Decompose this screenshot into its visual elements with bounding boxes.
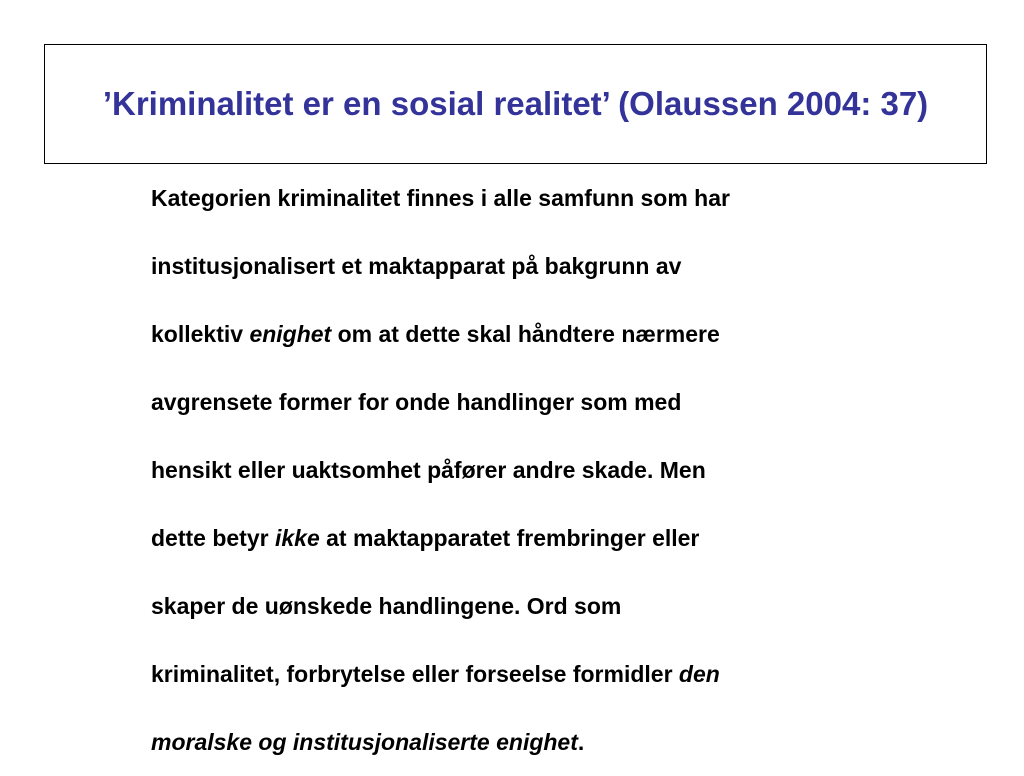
- body-line-8: [151, 640, 911, 708]
- body-text-segment: dette betyr: [151, 525, 275, 551]
- body-text-segment: avgrensete former for onde handlinger som med: [151, 389, 682, 415]
- body-text-segment: Kategorien kriminalitet finnes i alle samfunn som har: [151, 185, 730, 211]
- body-text-segment: hensikt eller uaktsomhet påfører andre skade. Men: [151, 457, 706, 483]
- body-line-2: [151, 232, 911, 300]
- body-line-6: [151, 504, 911, 572]
- body-text-segment: kollektiv: [151, 321, 250, 347]
- emphasis-den: den: [678, 661, 720, 687]
- body-line-4: [151, 368, 911, 436]
- body-line-1: [151, 164, 911, 232]
- body-text-segment: at maktapparatet frembringer eller: [319, 525, 700, 551]
- title-box: [44, 44, 987, 164]
- body-text: [151, 164, 911, 776]
- body-text-segment: institusjonalisert et maktapparat på bakgrunn av: [151, 253, 682, 279]
- body-line-5: [151, 436, 911, 504]
- emphasis-ikke: ikke: [274, 525, 320, 551]
- body-text-segment: kriminalitet, forbrytelse eller forseelse formidler: [151, 661, 679, 687]
- body-text-segment: om at dette skal håndtere nærmere: [331, 321, 720, 347]
- body-text-segment: .: [577, 729, 585, 755]
- body-line-9: [151, 708, 911, 776]
- body-line-7: [151, 572, 911, 640]
- body-line-3: [151, 300, 911, 368]
- emphasis-moralske-enighet: moralske og institusjonaliserte enighet: [151, 729, 578, 755]
- body-text-segment: skaper de uønskede handlingene. Ord som: [151, 593, 622, 619]
- emphasis-enighet: enighet: [249, 321, 332, 347]
- slide-title: ’Kriminalitet er en sosial realitet’ (Olaussen 2004: 37): [102, 85, 929, 122]
